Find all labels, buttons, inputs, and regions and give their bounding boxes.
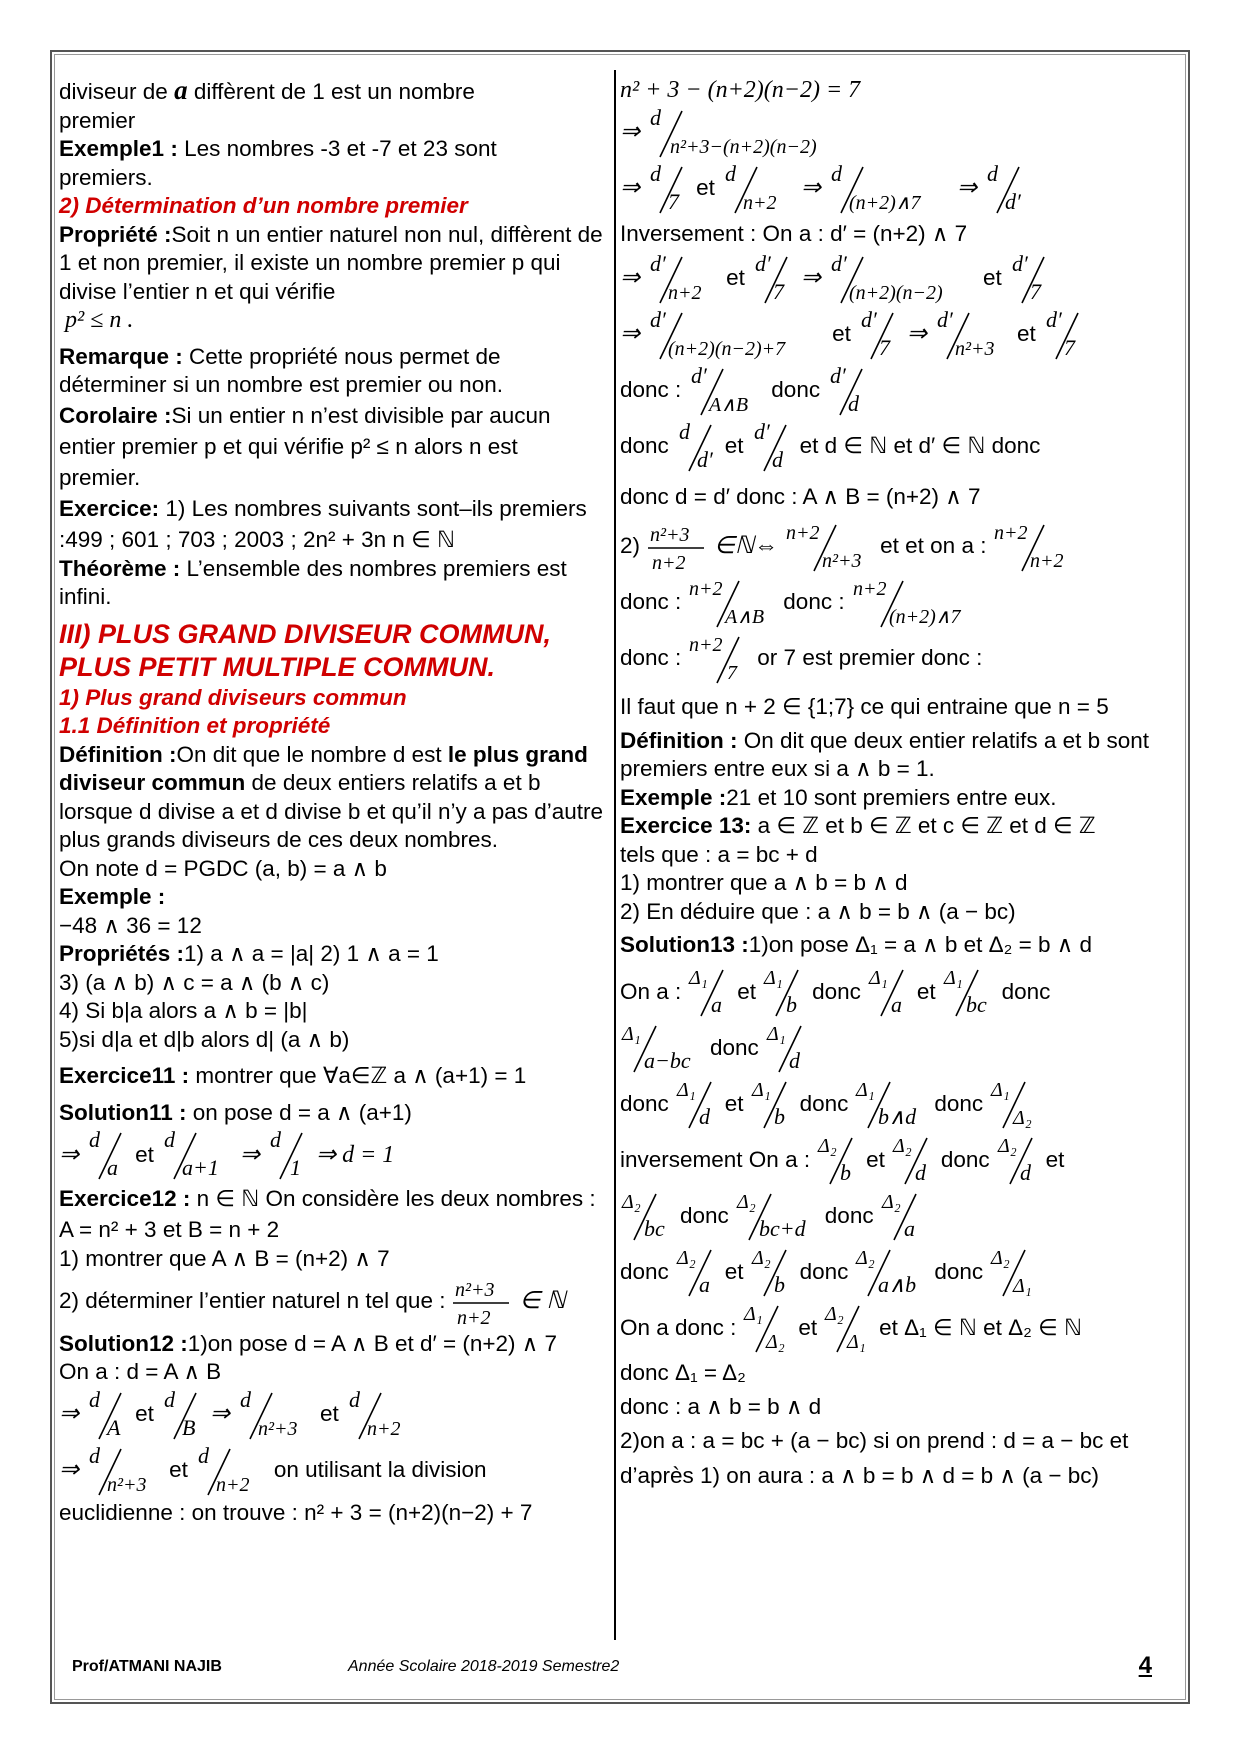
svg-text:Δ₁: Δ₁ (764, 967, 783, 989)
svg-text:b∧d: b∧d (878, 1104, 917, 1129)
exercise-12-q2: 2) déterminer l’entier naturel n tel que : n²+3 n+2 ∈ ℕ (59, 1274, 605, 1330)
svg-text:n+2: n+2 (652, 551, 686, 574)
svg-text:7: 7 (878, 334, 890, 360)
frac-d-B (160, 1387, 204, 1443)
solution-11-implication: ⇒ d a et d a+1 ⇒ d 1 ⇒ d = 1 (59, 1127, 605, 1183)
svg-text:7: 7 (1029, 278, 1041, 304)
frac-D1-d (765, 1020, 809, 1076)
right-column (620, 76, 1166, 1494)
section-2-title: 2) Détermination d’un nombre premier (59, 193, 468, 218)
frac-dp-np2 (646, 251, 720, 307)
r-dd: donc d = d′ donc : A ∧ B = (n+2) ∧ 7 (620, 483, 981, 509)
r-p2b: d’après 1) on aura : a ∧ b = b ∧ d = b ∧ (a − bc) (620, 1463, 1100, 1488)
svg-text:Δ₂: Δ₂ (736, 1191, 756, 1213)
svg-text:d′: d′ (650, 250, 666, 276)
svg-text:(n+2)(n−2)+7: (n+2)(n−2)+7 (668, 337, 786, 360)
svg-text:(n+2)(n−2): (n+2)(n−2) (848, 281, 943, 304)
svg-text:n+2: n+2 (668, 281, 702, 304)
frac-n2p3-np2 (451, 1274, 513, 1330)
property: Propriété :Soit n un entier naturel non nul, diffèrent de 1 et non premier, il existe un nombre premier p qui divise l’entier n et qui vérifie (59, 221, 603, 304)
example-value: −48 ∧ 36 = 12 (59, 912, 202, 938)
left-column (59, 76, 605, 1527)
frac-np2-np2 (992, 519, 1082, 575)
svg-text:Δ₂: Δ₂ (997, 1135, 1017, 1157)
svg-text:d′: d′ (691, 362, 708, 388)
intro-line-2: premier (59, 107, 136, 133)
r-exercise-13-tq: tels que : a = bc + d (620, 841, 818, 867)
svg-text:Δ₁: Δ₁ (744, 1303, 764, 1325)
svg-text:d′: d′ (650, 306, 666, 332)
svg-text:d: d (239, 1386, 251, 1412)
r-q2-donc: donc : n+2 A∧B donc : n+2 (n+2)∧7 (620, 575, 1166, 631)
svg-text:n+2: n+2 (366, 1417, 401, 1440)
svg-text:Δ₁: Δ₁ (847, 1331, 866, 1353)
remark: Remarque : Cette propriété nous permet de déterminer si un nombre est premier ou non. (59, 343, 503, 397)
svg-text:n²+3: n²+3 (954, 337, 995, 360)
footer-year: Année Scolaire 2018-2019 Semestre2 (348, 1658, 620, 1675)
r-solution-13: Solution13 :1)on pose Δ₁ = a ∧ b et Δ₂ = b ∧ d (620, 932, 1093, 957)
svg-text:1: 1 (289, 1155, 301, 1180)
svg-text:d: d (771, 446, 783, 472)
frac-d-expr (646, 105, 886, 161)
svg-text:a: a (903, 1216, 915, 1241)
frac-dp-7c (857, 307, 901, 363)
svg-text:(n+2)∧7: (n+2)∧7 (888, 605, 961, 628)
frac-d-a1 (160, 1127, 234, 1183)
svg-text:B: B (181, 1414, 196, 1440)
svg-text:n+2: n+2 (742, 191, 777, 214)
frac-D1-d2 (675, 1076, 719, 1132)
frac-d-np2-b (194, 1443, 268, 1499)
svg-text:bc+d: bc+d (758, 1216, 806, 1241)
svg-text:d: d (269, 1127, 281, 1152)
frac-np2-7 (687, 631, 751, 687)
properties: Propriétés :1) a ∧ a = |a| 2) 1 ∧ a = 1 (59, 941, 439, 966)
svg-text:n+2: n+2 (994, 521, 1028, 544)
svg-text:a−bc: a−bc (644, 1048, 691, 1073)
page-number: 4 (1138, 1652, 1152, 1679)
svg-text:Δ₂: Δ₂ (856, 1247, 876, 1269)
svg-text:d: d (89, 1442, 101, 1468)
svg-text:d: d (650, 160, 662, 186)
svg-text:A∧B: A∧B (709, 393, 749, 416)
frac-dp-n2p3 (933, 307, 1011, 363)
section-3-1-title: 1) Plus grand diviseurs commun (59, 684, 407, 710)
svg-text:a: a (711, 992, 723, 1017)
svg-text:d′: d′ (696, 446, 713, 472)
svg-text:A∧B: A∧B (725, 605, 765, 628)
r-s13-line6: donc Δ₂ a et Δ₂ b donc Δ₂ a∧b donc Δ₂ Δ₁ (620, 1244, 1166, 1300)
frac-np2-n2p3 (784, 519, 874, 575)
svg-text:Δ₂: Δ₂ (1013, 1107, 1032, 1129)
frac-D2-bcd (735, 1188, 819, 1244)
r-line-3: ⇒ d 7 et d n+2 ⇒ d (n+2)∧7 ⇒ d d′ (620, 161, 1166, 217)
svg-text:d: d (348, 1386, 360, 1412)
svg-text:Δ₂: Δ₂ (766, 1331, 786, 1353)
svg-text:d: d (698, 1104, 710, 1129)
svg-text:n+2: n+2 (457, 1306, 491, 1329)
frac-d-n2p3 (236, 1387, 314, 1443)
frac-dp-d (826, 363, 870, 419)
frac-D2-D1b (823, 1300, 873, 1356)
svg-text:7: 7 (727, 661, 738, 684)
property-3: 3) (a ∧ b) ∧ c = a ∧ (b ∧ c) (59, 969, 330, 995)
frac-dp-7d (1042, 307, 1086, 363)
svg-text:d: d (1019, 1160, 1031, 1185)
frac-np2-AB (687, 575, 777, 631)
svg-text:d′: d′ (1005, 188, 1021, 214)
frac-d-a (85, 1127, 129, 1183)
solution-12-euclid: euclidienne : on trouve : n² + 3 = (n+2)(n−2) + 7 (59, 1499, 533, 1525)
r-s13-line3: donc Δ₁ d et Δ₁ b donc Δ₁ b∧d donc Δ₁ Δ₂ (620, 1076, 1166, 1132)
solution-12-line2: ⇒ d n²+3 et d n+2 on utilisant la division (59, 1443, 605, 1499)
frac-D1-b2 (750, 1076, 794, 1132)
frac-D1-b (762, 964, 806, 1020)
exercise-12: Exercice12 : n ∈ ℕ On considère les deux nombres : A = n² + 3 et B = n + 2 (59, 1186, 596, 1242)
frac-d-dp (983, 161, 1027, 217)
section-3-1-1-title: 1.1 Définition et propriété (59, 713, 331, 738)
r-line-7: donc d d′ et d′ d et d ∈ ℕ et d′ ∈ ℕ donc (620, 419, 1166, 475)
svg-text:Δ₁: Δ₁ (991, 1079, 1010, 1101)
r-line-4: ⇒ d′ n+2 et d′ 7 ⇒ d′ (n+2)(n−2) et d′ 7 (620, 251, 1166, 307)
r-s13-line1: On a : Δ₁ a et Δ₁ b donc Δ₁ a et Δ₁ bc donc (620, 964, 1166, 1020)
svg-text:d′: d′ (1045, 306, 1062, 332)
corollary: Corolaire :Si un entier n n’est divisible par aucun entier premier p et qui vérifie p² ≤ n alors n est premier. (59, 402, 551, 490)
svg-text:bc: bc (965, 992, 987, 1017)
svg-text:d: d (830, 160, 842, 186)
svg-text:Δ₁: Δ₁ (751, 1079, 771, 1101)
frac-D2-a (880, 1188, 924, 1244)
frac-dp-7 (751, 251, 795, 307)
r-exercise-13: Exercice 13: a ∈ ℤ et b ∈ ℤ et c ∈ ℤ et d ∈ ℤ (620, 813, 1096, 838)
svg-text:n²+3−(n+2)(n−2): n²+3−(n+2)(n−2) (670, 135, 817, 158)
svg-text:Δ₁: Δ₁ (1013, 1275, 1032, 1297)
example1: Exemple1 : Les nombres -3 et -7 et 23 sont (59, 136, 497, 161)
r-line-6: donc : d′ A∧B donc d′ d (620, 363, 1166, 419)
svg-text:d: d (163, 1127, 175, 1152)
svg-text:Δ₁: Δ₁ (689, 967, 708, 989)
svg-text:a: a (890, 992, 902, 1017)
svg-text:Δ₁: Δ₁ (856, 1079, 876, 1101)
r-exercise-13-q2: 2) En déduire que : a ∧ b = b ∧ (a − bc) (620, 898, 1016, 924)
r-line-1: n² + 3 − (n+2)(n−2) = 7 (620, 77, 861, 103)
svg-text:bc: bc (644, 1216, 665, 1241)
svg-text:Δ₂: Δ₂ (676, 1247, 696, 1269)
svg-text:a: a (107, 1155, 119, 1180)
svg-text:n+2: n+2 (852, 577, 887, 600)
r-line-5: ⇒ d′ (n+2)(n−2)+7 et d′ 7 ⇒ d′ n²+3 et d′ 7 (620, 307, 1166, 363)
r-s13-line2: Δ₁ a−bc donc Δ₁ d (620, 1020, 1166, 1076)
svg-text:d: d (678, 418, 690, 444)
svg-text:Δ₁: Δ₁ (676, 1079, 696, 1101)
svg-text:Δ₂: Δ₂ (622, 1191, 641, 1213)
frac-D2-d (891, 1132, 935, 1188)
svg-text:d′: d′ (753, 418, 770, 444)
frac-d-1 (266, 1127, 310, 1183)
frac-dp-prod (827, 251, 977, 307)
svg-text:Δ₂: Δ₂ (825, 1303, 844, 1325)
section-3-title: III) PLUS GRAND DIVISEUR COMMUN, PLUS PETIT MULTIPLE COMMUN. (59, 618, 552, 682)
svg-text:Δ₁: Δ₁ (622, 1023, 641, 1045)
svg-text:d′: d′ (860, 306, 877, 332)
frac-D2-d2 (996, 1132, 1040, 1188)
svg-text:d: d (163, 1386, 175, 1412)
svg-text:d: d (848, 390, 860, 416)
svg-text:d′: d′ (936, 306, 953, 332)
svg-text:d: d (914, 1160, 926, 1185)
exercise-12-q1: 1) montrer que A ∧ B = (n+2) ∧ 7 (59, 1246, 390, 1271)
svg-text:n+2: n+2 (215, 1473, 250, 1496)
notation: On note d = PGDC (a, b) = a ∧ b (59, 855, 387, 881)
frac-D2-ab (854, 1244, 928, 1300)
svg-text:a∧b: a∧b (878, 1272, 917, 1297)
r-s13-line4: inversement On a : Δ₂ b et Δ₂ d donc Δ₂ d et (620, 1132, 1166, 1188)
svg-text:Δ₁: Δ₁ (943, 967, 963, 989)
svg-text:n+2: n+2 (689, 577, 723, 600)
svg-text:b: b (773, 1272, 785, 1297)
svg-text:n+2: n+2 (786, 521, 820, 544)
definition: Définition :On dit que le nombre d est le plus grand diviseur commun de deux entiers relatifs a et b lorsque d divise a et d divise b et qu’il n’y a pas d’autre plus grands diviseurs de ces deux nombres. (59, 741, 604, 852)
svg-text:d: d (89, 1386, 101, 1412)
svg-text:Δ₂: Δ₂ (991, 1247, 1010, 1269)
frac-D1-a (687, 964, 731, 1020)
solution-12: Solution12 :1)on pose d = A ∧ B et d′ = (n+2) ∧ 7 (59, 1330, 558, 1356)
r-s13-line7: On a donc : Δ₁ Δ₂ et Δ₂ Δ₁ et Δ₁ ∈ ℕ et Δ₂ ∈ ℕ (620, 1300, 1166, 1356)
solution-11: Solution11 : on pose d = a ∧ (a+1) (59, 1099, 412, 1125)
exercise-11: Exercice11 : montrer que ∀a∈ℤ a ∧ (a+1) = 1 (59, 1063, 527, 1088)
svg-text:Δ₂: Δ₂ (892, 1135, 912, 1157)
r-q2-or7: donc : n+2 7 or 7 est premier donc : (620, 631, 1166, 687)
svg-text:Δ₂: Δ₂ (751, 1247, 771, 1269)
frac-D1-bd (854, 1076, 928, 1132)
theorem: Théorème : L’ensemble des nombres premiers est infini. (59, 555, 567, 609)
svg-text:n²+3: n²+3 (257, 1417, 298, 1440)
svg-text:Δ₁: Δ₁ (868, 967, 888, 989)
column-divider (614, 70, 616, 1640)
r-q2: 2) n²+3 n+2 ∈ℕ⇔ n+2 n²+3 et et on a : n+2 n+2 (620, 519, 1166, 575)
svg-text:b: b (773, 1104, 785, 1129)
frac-D2-b (816, 1132, 860, 1188)
frac-D2-D1 (989, 1244, 1039, 1300)
svg-text:d′: d′ (1011, 250, 1028, 276)
r-faut: Il faut que n + 2 ∈ {1;7} ce qui entraine que n = 5 (620, 693, 1109, 719)
svg-text:n²+3: n²+3 (650, 523, 690, 546)
r-p2: 2)on a : a = bc + (a − bc) si on prend : d = a − bc et (620, 1428, 1129, 1453)
intro-line: diviseur de a diffèrent de 1 est un nombre (59, 75, 475, 105)
svg-text:n+2: n+2 (1030, 549, 1064, 572)
frac-D1-D2 (989, 1076, 1039, 1132)
svg-text:d′: d′ (754, 250, 771, 276)
frac-D2-b2 (750, 1244, 794, 1300)
svg-text:n²+3: n²+3 (822, 549, 862, 572)
exercise: Exercice: 1) Les nombres suivants sont–ils premiers :499 ; 601 ; 703 ; 2003 ; 2n² + 3n n ∈ ℕ (59, 495, 587, 552)
svg-text:d′: d′ (830, 250, 847, 276)
svg-text:Δ₂: Δ₂ (881, 1191, 901, 1213)
svg-text:d: d (788, 1048, 800, 1073)
frac-dp-AB (687, 363, 765, 419)
frac-D1-D2b (742, 1300, 792, 1356)
property-5: 5)si d|a et d|b alors d| (a ∧ b) (59, 1026, 350, 1052)
frac-dp-7b (1008, 251, 1052, 307)
svg-text:7: 7 (1063, 334, 1075, 360)
svg-text:Δ₂: Δ₂ (818, 1135, 837, 1157)
svg-text:(n+2)∧7: (n+2)∧7 (848, 191, 921, 214)
svg-text:d′: d′ (830, 362, 846, 388)
frac-D2-bc (620, 1188, 674, 1244)
frac-D1-bc (942, 964, 996, 1020)
svg-text:7: 7 (668, 188, 680, 214)
frac-d-np2-r (721, 161, 795, 217)
svg-text:n²+3: n²+3 (455, 1278, 495, 1301)
svg-text:A: A (107, 1414, 121, 1440)
svg-text:b: b (786, 992, 798, 1017)
r-line-2: ⇒ d n²+3−(n+2)(n−2) (620, 105, 1166, 161)
frac-d-A (85, 1387, 129, 1443)
solution-12-line1: ⇒ d A et d B ⇒ d n²+3 et d n+2 (59, 1387, 605, 1443)
svg-text:d: d (650, 104, 662, 130)
frac-D2-a2 (675, 1244, 719, 1300)
frac-q2 (646, 519, 708, 575)
r-example: Exemple :21 et 10 sont premiers entre eux. (620, 784, 1057, 810)
svg-text:a+1: a+1 (181, 1155, 219, 1180)
footer-author: Prof/ATMANI NAJIB (72, 1658, 222, 1675)
svg-text:b: b (840, 1160, 852, 1185)
frac-d-n2p3-b (85, 1443, 163, 1499)
svg-text:d: d (197, 1442, 209, 1468)
frac-d-7 (646, 161, 690, 217)
solution-12-ona: On a : d = A ∧ B (59, 1359, 222, 1384)
frac-d-np2 (345, 1387, 419, 1443)
r-s13-line5: Δ₂ bc donc Δ₂ bc+d donc Δ₂ a (620, 1188, 1166, 1244)
svg-text:n²+3: n²+3 (107, 1473, 147, 1496)
r-inverse: Inversement : On a : d′ = (n+2) ∧ 7 (620, 220, 968, 246)
r-definition: Définition : On dit que deux entier relatifs a et b sont premiers entre eux si a ∧ b = 1. (620, 727, 1149, 781)
frac-np2-np27 (851, 575, 991, 631)
frac-dp-d2 (750, 419, 794, 475)
svg-text:7: 7 (772, 278, 784, 304)
r-d13: donc : a ∧ b = b ∧ d (620, 1394, 822, 1419)
svg-text:a: a (698, 1272, 710, 1297)
frac-d-dp2 (675, 419, 719, 475)
r-d12: donc Δ₁ = Δ₂ (620, 1360, 746, 1385)
r-exercise-13-q1: 1) montrer que a ∧ b = b ∧ d (620, 870, 908, 895)
svg-text:d: d (724, 160, 736, 186)
property-math: p² ≤ n . (65, 307, 134, 333)
example-label: Exemple : (59, 884, 166, 909)
svg-text:Δ₁: Δ₁ (766, 1023, 786, 1045)
frac-d-np2and7 (827, 161, 951, 217)
example1-cont: premiers. (59, 164, 153, 190)
frac-dp-prod7 (646, 307, 826, 363)
svg-text:n+2: n+2 (689, 633, 723, 656)
frac-D1-a2 (867, 964, 911, 1020)
svg-text:d: d (89, 1127, 101, 1152)
property-4: 4) Si b|a alors a ∧ b = |b| (59, 998, 308, 1023)
svg-text:d: d (987, 160, 999, 186)
frac-D1-abc (620, 1020, 704, 1076)
